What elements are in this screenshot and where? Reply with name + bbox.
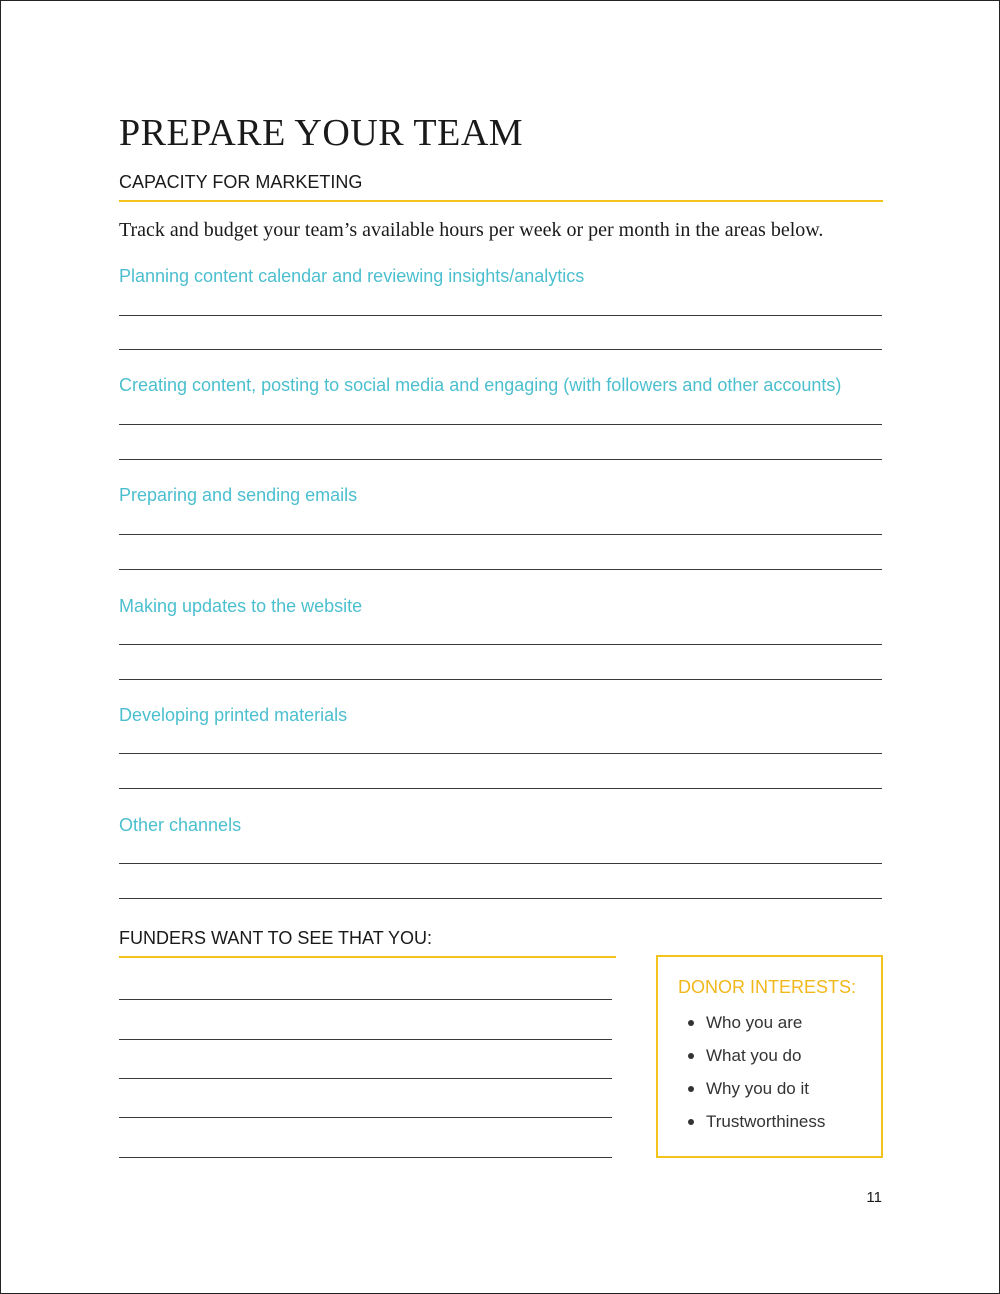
list-item xyxy=(686,1044,825,1077)
donor-item-label: What you do xyxy=(706,1046,802,1065)
donor-interests-list xyxy=(686,1011,825,1143)
blank-line-other-channels-2[interactable] xyxy=(119,898,882,899)
donor-interests-title: DONOR INTERESTS: xyxy=(678,977,857,997)
page-title: PREPARE YOUR TEAM xyxy=(119,112,524,154)
donor-interests-box xyxy=(656,955,883,1158)
capacity-heading: CAPACITY FOR MARKETING xyxy=(119,172,363,192)
page-number: 11 xyxy=(866,1189,882,1206)
list-item xyxy=(686,1011,825,1044)
donor-item-label: Why you do it xyxy=(706,1079,809,1098)
list-item xyxy=(686,1077,825,1110)
blank-line-emails-2[interactable] xyxy=(119,569,882,570)
donor-item-label: Who you are xyxy=(706,1013,803,1032)
blank-line-emails-1[interactable] xyxy=(119,534,882,535)
funders-blank-line-1[interactable] xyxy=(119,999,612,1000)
funders-blank-line-3[interactable] xyxy=(119,1078,612,1079)
funders-blank-line-4[interactable] xyxy=(119,1117,612,1118)
blank-line-website-1[interactable] xyxy=(119,644,882,645)
blank-line-website-2[interactable] xyxy=(119,679,882,680)
funders-blank-line-5[interactable] xyxy=(119,1157,612,1158)
blank-line-printed-1[interactable] xyxy=(119,753,882,754)
blank-line-printed-2[interactable] xyxy=(119,788,882,789)
area-label-website: Making updates to the website xyxy=(119,596,363,616)
area-label-creating-content: Creating content, posting to social media and engaging (with followers and other accounts) xyxy=(119,375,842,395)
blank-line-planning-1[interactable] xyxy=(119,315,882,316)
area-label-other-channels: Other channels xyxy=(119,815,242,835)
blank-line-creating-content-1[interactable] xyxy=(119,424,882,425)
bullet-icon xyxy=(688,1020,694,1026)
blank-line-planning-2[interactable] xyxy=(119,349,882,350)
funders-heading: FUNDERS WANT TO SEE THAT YOU: xyxy=(119,928,433,948)
donor-item-label: Trustworthiness xyxy=(706,1112,826,1131)
bullet-icon xyxy=(688,1119,694,1125)
list-item xyxy=(686,1110,825,1143)
area-label-printed: Developing printed materials xyxy=(119,705,348,725)
funders-heading-rule xyxy=(119,956,616,958)
funders-blank-line-2[interactable] xyxy=(119,1039,612,1040)
area-label-emails: Preparing and sending emails xyxy=(119,485,358,505)
area-label-planning: Planning content calendar and reviewing insights/analytics xyxy=(119,266,585,286)
bullet-icon xyxy=(688,1086,694,1092)
blank-line-other-channels-1[interactable] xyxy=(119,863,882,864)
capacity-heading-rule xyxy=(119,200,883,202)
bullet-icon xyxy=(688,1053,694,1059)
blank-line-creating-content-2[interactable] xyxy=(119,459,882,460)
capacity-intro: Track and budget your team’s available hours per week or per month in the areas below. xyxy=(119,219,824,241)
